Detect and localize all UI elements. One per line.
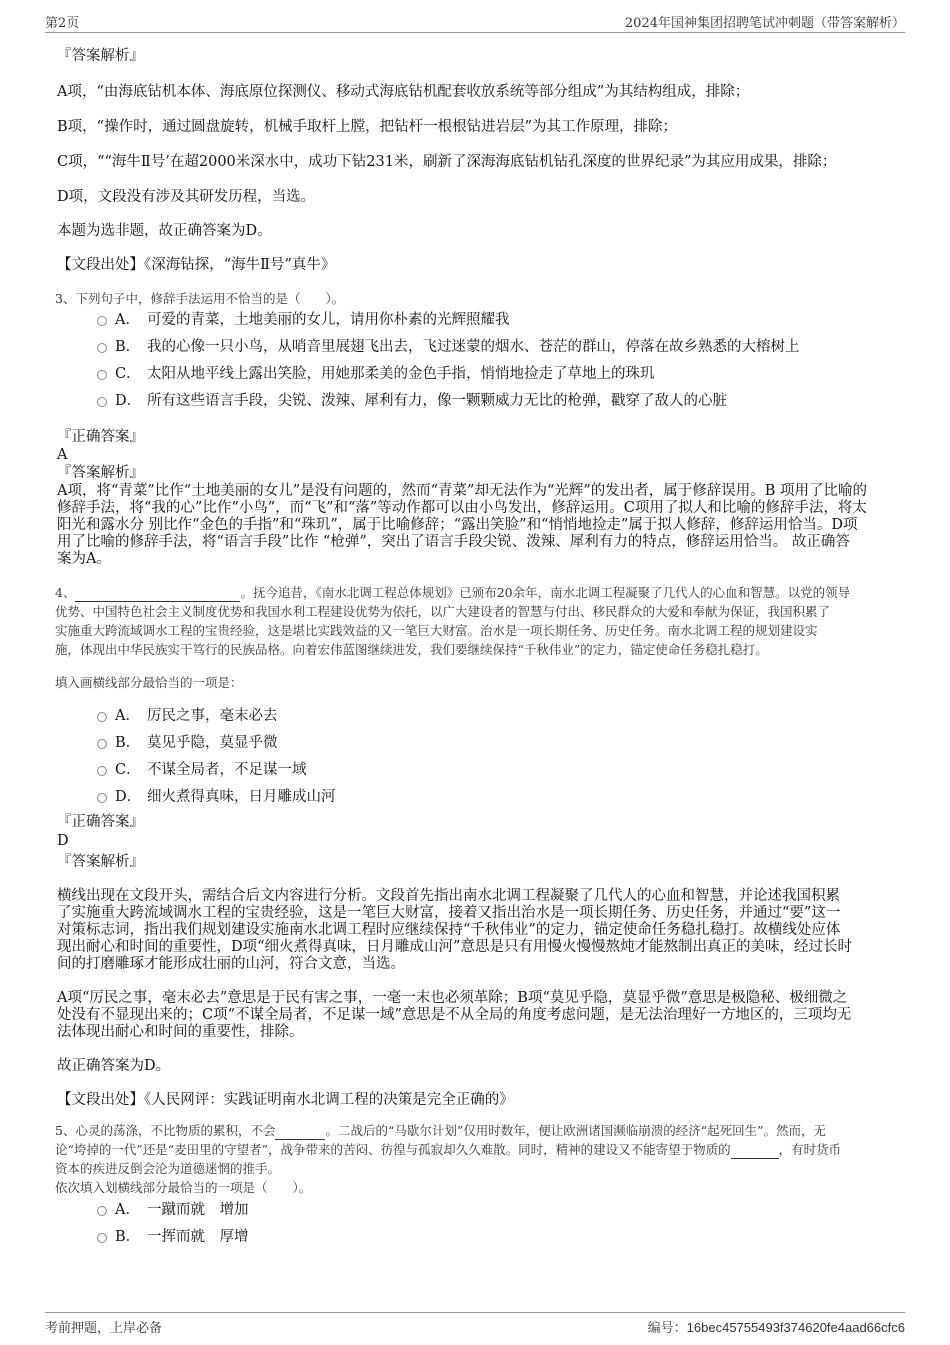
analysis-line: 用了比喻的修辞手法，将“语言手段”比作 “枪弹”，突出了语言手段尖锐、泼辣、犀利有力的特点，修辞运用恰当。 故正确答: [57, 534, 850, 550]
stem-text: 论“垮掉的一代”还是“麦田里的守望者”，战争带来的苦闷、彷徨与孤寂却久久难散。同时，精神的建设又不能寄望于物质的: [55, 1142, 731, 1157]
analysis-line: A项“厉民之事，毫末必去”意思是于民有害之事，一毫一末也必须革除；B项“莫见乎隐，莫显乎微”意思是极隐秘、极细微之: [57, 990, 848, 1006]
radio-button[interactable]: [97, 397, 107, 407]
stem-line: [55, 1140, 905, 1159]
option-text: 莫见乎隐，莫显乎微: [147, 735, 278, 751]
option-list: [57, 703, 905, 811]
option-text: 不谋全局者，不足谋一域: [147, 762, 307, 778]
option-label: B．: [115, 735, 141, 751]
fill-blank: [275, 1125, 325, 1140]
analysis-line: 现出耐心和时间的重要性，D项“细火煮得真味，日月雕成山河”意思是只有用慢火慢慢熬炖才能熬制出真正的美味，经过长时: [57, 939, 852, 955]
option-text: 厉民之事，毫末必去: [147, 708, 278, 724]
radio-button[interactable]: [97, 793, 107, 803]
option-label: B．: [115, 1229, 141, 1245]
analysis-line: 对策标志词，指出我们规划建设实施南水北调工程时应继续保持“千秋伟业”的定力，锚定使命任务稳扎稳打。故横线处应体: [57, 922, 841, 938]
question-stem: 3、下列句子中，修辞手法运用不恰当的是（ ）。: [55, 291, 345, 306]
radio-button[interactable]: [97, 739, 107, 749]
footer-slogan: 考前押题，上岸必备: [45, 1321, 163, 1336]
option-text: 细火煮得真味，日月雕成山河: [147, 789, 336, 805]
analysis-line: 横线出现在文段开头，需结合后文内容进行分析。文段首先指出南水北调工程凝聚了几代人的心血和智慧，并论述我国积累: [57, 888, 840, 904]
option-label: D．: [115, 789, 142, 805]
question-number: 4、: [55, 585, 76, 600]
option-list: [57, 307, 905, 415]
analysis-line: A项，“由海底钻机本体、海底原位探测仪、移动式海底钻机配套收放系统等部分组成”为其结构组成，排除；: [57, 84, 750, 100]
analysis-conclusion: 本题为选非题，故正确答案为D。: [57, 223, 272, 239]
radio-button[interactable]: [97, 712, 107, 722]
stem-text: 。抚今追昔，《南水北调工程总体规划》已颁布20余年，南水北调工程凝聚了几代人的心血和智慧。以党的领导: [240, 585, 851, 600]
page-content: [57, 42, 905, 1251]
analysis-line: A项，将“青菜”比作“土地美丽的女儿”是没有问题的，然而“青菜”却无法作为“光辉”的发出者，属于修辞误用。B 项用了比喻的: [57, 483, 868, 499]
source-citation: 【文段出处】《深海钻探，“海牛Ⅱ号”真牛》: [57, 257, 336, 273]
analysis-line: 处没有不显现出来的；C项“不谋全局者，不足谋一域”意思是不从全局的角度考虑问题，是无法治理好一方地区的，三项均无: [57, 1007, 852, 1023]
analysis-line: B项，“操作时，通过圆盘旋转，机械手取杆上膛，把钻杆一根根钻进岩层”为其工作原理，排除；: [57, 119, 677, 135]
option-text: 所有这些语言手段，尖锐、泼辣、犀利有力，像一颗颗威力无比的枪弹，戳穿了敌人的心脏: [147, 393, 727, 409]
correct-answer-label: 『正确答案』: [57, 814, 144, 830]
option-list: [57, 1197, 905, 1251]
correct-answer-label: 『正确答案』: [57, 429, 144, 445]
document-code: [648, 1317, 905, 1336]
correct-answer: D: [57, 833, 69, 849]
option-a[interactable]: [57, 1197, 905, 1224]
question-prompt: 依次填入划横线部分最恰当的一项是（ ）。: [55, 1180, 312, 1195]
source-citation: 【文段出处】《人民网评：实践证明南水北调工程的决策是完全正确的》: [57, 1092, 514, 1108]
option-text: 可爱的青菜，土地美丽的女儿，请用你朴素的光辉照耀我: [147, 312, 510, 328]
stem-text: 。二战后的“马歇尔计划”仅用时数年，便让欧洲诸国濒临崩溃的经济“起死回生”。然而，无: [325, 1123, 827, 1138]
fill-blank: [75, 587, 240, 602]
stem-line: 优势、中国特色社会主义制度优势和我国水利工程建设优势为依托，以广大建设者的智慧与付出、移民群众的大爱和奉献为保证，我国积累了: [55, 604, 831, 619]
fill-blank: [731, 1144, 779, 1159]
stem-text: 5、心灵的荡涤，不比物质的累积，不会: [55, 1123, 276, 1138]
analysis-line: C项，““海牛Ⅱ号’在超2000米深水中，成功下钻231米，刷新了深海海底钻机钻孔深度的世界纪录”为其应用成果，排除；: [57, 154, 837, 170]
page-footer: [45, 1312, 905, 1335]
option-d[interactable]: [57, 784, 905, 811]
question-stem: [55, 583, 905, 602]
option-label: A．: [115, 312, 140, 328]
page-number: 第2页: [45, 16, 80, 31]
question-stem: [55, 1121, 905, 1140]
code-value: 16bec45755493f374620fe4aad66cfc6: [686, 1320, 905, 1335]
option-text: 一挥而就 厚增: [147, 1229, 249, 1245]
code-label: 编号：: [647, 1321, 687, 1336]
radio-button[interactable]: [97, 1206, 107, 1216]
option-label: C．: [115, 762, 141, 778]
analysis-label: 『答案解析』: [57, 465, 144, 481]
option-label: A．: [115, 708, 140, 724]
analysis-conclusion: 故正确答案为D。: [57, 1058, 171, 1074]
page-header: [45, 12, 905, 33]
analysis-line: 案为A。: [57, 551, 111, 567]
analysis-line: 修辞手法，将“我的心”比作“小鸟”，而“飞”和“落”等动作都可以由小鸟发出，修辞运用。C项用了拟人和比喻的修辞手法，将太: [57, 500, 867, 516]
option-label: C．: [115, 366, 141, 382]
analysis-label: 『答案解析』: [57, 48, 144, 64]
radio-button[interactable]: [97, 370, 107, 380]
document-title: 2024年国神集团招聘笔试冲刺题（带答案解析）: [624, 16, 905, 31]
radio-button[interactable]: [97, 316, 107, 326]
question-prompt: 填入画横线部分最恰当的一项是：: [55, 675, 243, 690]
analysis-line: D项，文段没有涉及其研发历程，当选。: [57, 189, 316, 205]
stem-line: 实施重大跨流域调水工程的宝贵经验，这是堪比实践效益的又一笔巨大财富。治水是一项长期任务、历史任务。南水北调工程的规划建设实: [55, 623, 818, 638]
option-label: A．: [115, 1202, 140, 1218]
analysis-line: 阳光和露水分 别比作“金色的手指”和“珠玑”，属于比喻修辞；“露出笑脸”和“悄悄地捡走”属于拟人修辞，修辞运用恰当。D项: [57, 517, 858, 533]
analysis-label: 『答案解析』: [57, 854, 144, 870]
radio-button[interactable]: [97, 766, 107, 776]
option-label: B．: [115, 339, 141, 355]
option-d[interactable]: [57, 388, 905, 415]
option-label: D．: [115, 393, 142, 409]
option-b[interactable]: [57, 334, 905, 361]
option-text: 我的心像一只小鸟，从哨音里展翅飞出去，飞过迷蒙的烟水、苍茫的群山，停落在故乡熟悉的大榕树上: [147, 339, 800, 355]
option-a[interactable]: [57, 307, 905, 334]
option-b[interactable]: [57, 1224, 905, 1251]
stem-text: ，有时货币: [778, 1142, 842, 1157]
stem-line: 资本的疾进反倒会沦为道德迷惘的推手。: [55, 1161, 281, 1176]
option-text: 一蹴而就 增加: [147, 1202, 249, 1218]
analysis-line: 间的打磨雕琢才能形成壮丽的山河，符合文意，当选。: [57, 956, 405, 972]
correct-answer: A: [57, 447, 68, 463]
option-c[interactable]: [57, 361, 905, 388]
analysis-line: 了实施重大跨流域调水工程的宝贵经验，这是一笔巨大财富，接着又指出治水是一项长期任务、历史任务，并通过“要”这一: [57, 905, 841, 921]
option-b[interactable]: [57, 730, 905, 757]
analysis-line: 法体现出耐心和时间的重要性，排除。: [57, 1024, 304, 1040]
radio-button[interactable]: [97, 343, 107, 353]
radio-button[interactable]: [97, 1233, 107, 1243]
option-text: 太阳从地平线上露出笑脸，用她那柔美的金色手指，悄悄地捡走了草地上的珠玑: [147, 366, 655, 382]
option-c[interactable]: [57, 757, 905, 784]
stem-line: 施，体现出中华民族实干笃行的民族品格。向着宏伟蓝图继续进发，我们要继续保持“千秋伟业”的定力，锚定使命任务稳扎稳打。: [55, 642, 768, 657]
option-a[interactable]: [57, 703, 905, 730]
